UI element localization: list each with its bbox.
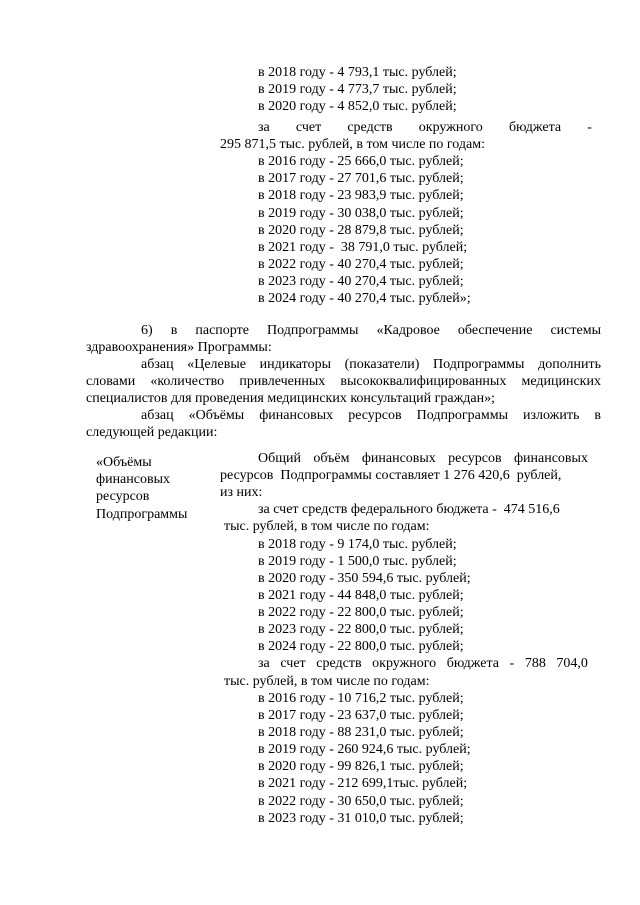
para-indicators-line2 — [86, 373, 601, 390]
word: за — [258, 656, 270, 671]
word: дополнить — [538, 357, 601, 372]
word: медицинских — [521, 374, 601, 389]
word: индикаторы — [259, 357, 331, 372]
table-intro-line2: ресурсов Подпрограммы составляет 1 276 420,6 рублей, — [220, 468, 562, 483]
district-year-line: в 2017 году - 27 701,6 тыс. рублей; — [258, 171, 464, 186]
item6-line2: здравоохранения» Программы: — [86, 340, 272, 355]
word: обеспечение — [457, 323, 533, 338]
word: финансовых — [259, 408, 334, 423]
word: Общий — [258, 451, 301, 466]
federal-year-line: в 2020 году - 350 594,6 тыс. рублей; — [258, 571, 471, 586]
word: абзац — [141, 408, 174, 423]
word: ресурсов — [348, 408, 402, 423]
word: - — [509, 656, 515, 671]
federal-budget-line2: тыс. рублей, в том числе по годам: — [224, 519, 430, 534]
district-year-line: в 2021 году - 38 791,0 тыс. рублей; — [258, 240, 468, 255]
word: Подпрограммы — [433, 357, 525, 372]
word: счет — [280, 656, 306, 671]
word: финансовых — [513, 451, 588, 466]
table-left-cell-line: Подпрограммы — [96, 507, 188, 522]
table-district-year-line: в 2019 году - 260 924,6 тыс. рублей; — [258, 742, 471, 757]
district-year-line: в 2022 году - 40 270,4 тыс. рублей; — [258, 257, 464, 272]
para-volumes-line2: следующей редакции: — [86, 425, 218, 440]
federal-year-line: в 2018 году - 9 174,0 тыс. рублей; — [258, 537, 457, 552]
word: за — [258, 120, 270, 135]
word: изложить — [523, 408, 580, 423]
para-volumes-line1 — [141, 407, 601, 424]
table-district-line2: тыс. рублей, в том числе по годам: — [224, 674, 430, 689]
word: ресурсов — [448, 451, 502, 466]
district-year-line: в 2024 году - 40 270,4 тыс. рублей»; — [258, 291, 471, 306]
word: абзац — [141, 357, 174, 372]
word: бюджета — [446, 656, 499, 671]
word: средств — [316, 656, 362, 671]
word: 6) — [141, 323, 153, 338]
word: «Объёмы — [188, 408, 245, 423]
word: бюджета — [508, 120, 562, 135]
federal-year-line: в 2019 году - 1 500,0 тыс. рублей; — [258, 554, 457, 569]
word: средств — [347, 120, 393, 135]
word: в — [594, 408, 601, 423]
table-district-year-line: в 2023 году - 31 010,0 тыс. рублей; — [258, 811, 464, 826]
district-budget-heading — [258, 119, 592, 136]
word: словами — [86, 374, 136, 389]
word: Подпрограммы — [416, 408, 509, 423]
table-district-year-line: в 2017 году - 23 637,0 тыс. рублей; — [258, 708, 464, 723]
word: 788 — [524, 656, 546, 671]
word: - — [587, 120, 592, 135]
table-district-year-line: в 2022 году - 30 650,0 тыс. рублей; — [258, 794, 464, 809]
word: окружного — [418, 120, 483, 135]
word: высококвалифицированных — [340, 374, 507, 389]
top-list-line: в 2020 году - 4 852,0 тыс. рублей; — [258, 99, 457, 114]
word: привлеченных — [239, 374, 326, 389]
federal-year-line: в 2022 году - 22 800,0 тыс. рублей; — [258, 605, 464, 620]
federal-year-line: в 2023 году - 22 800,0 тыс. рублей; — [258, 622, 464, 637]
word: паспорте — [195, 323, 249, 338]
table-intro-line3: из них: — [220, 485, 263, 500]
word: объём — [313, 451, 350, 466]
district-year-line: в 2020 году - 28 879,8 тыс. рублей; — [258, 223, 464, 238]
table-left-cell-line: финансовых — [96, 472, 170, 487]
para-indicators-line1 — [141, 356, 601, 373]
district-year-line: в 2023 году - 40 270,4 тыс. рублей; — [258, 274, 464, 289]
word: финансовых — [361, 451, 436, 466]
word: в — [170, 323, 178, 338]
table-district-year-line: в 2016 году - 10 716,2 тыс. рублей; — [258, 691, 464, 706]
federal-year-line: в 2024 году - 22 800,0 тыс. рублей; — [258, 639, 464, 654]
word: системы — [550, 323, 601, 338]
table-district-year-line: в 2020 году - 99 826,1 тыс. рублей; — [258, 759, 464, 774]
federal-budget-line1: за счет средств федерального бюджета - 474 516,6 — [258, 502, 560, 517]
word: «количество — [150, 374, 225, 389]
district-year-line: в 2016 году - 25 666,0 тыс. рублей; — [258, 154, 464, 169]
top-list-line: в 2018 году - 4 793,1 тыс. рублей; — [258, 65, 457, 80]
table-intro-line1 — [258, 450, 588, 467]
top-list-line: в 2019 году - 4 773,7 тыс. рублей; — [258, 82, 457, 97]
word: «Целевые — [187, 357, 246, 372]
table-left-cell-line: ресурсов — [96, 489, 150, 504]
word: счет — [295, 120, 322, 135]
district-budget-total: 295 871,5 тыс. рублей, в том числе по годам: — [220, 137, 485, 152]
word: Подпрограммы — [267, 323, 359, 338]
table-district-line1 — [258, 655, 588, 672]
table-district-year-line: в 2018 году - 88 231,0 тыс. рублей; — [258, 725, 464, 740]
word: «Кадровое — [376, 323, 440, 338]
item6-line1 — [141, 322, 601, 339]
district-year-line: в 2019 году - 30 038,0 тыс. рублей; — [258, 206, 464, 221]
table-left-cell-line: «Объёмы — [96, 455, 152, 470]
federal-year-line: в 2021 году - 44 848,0 тыс. рублей; — [258, 588, 464, 603]
word: 704,0 — [556, 656, 588, 671]
para-indicators-line3: специалистов для проведения медицинских консультаций граждан»; — [86, 391, 495, 406]
table-district-year-line: в 2021 году - 212 699,1тыс. рублей; — [258, 776, 468, 791]
word: (показатели) — [344, 357, 420, 372]
word: окружного — [372, 656, 437, 671]
district-year-line: в 2018 году - 23 983,9 тыс. рублей; — [258, 188, 464, 203]
